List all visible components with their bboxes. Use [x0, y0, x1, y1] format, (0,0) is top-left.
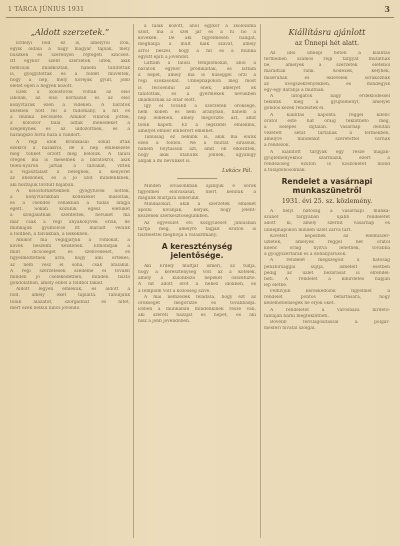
column-3	[264, 24, 390, 540]
text-line: A kolostorkertekben gyógyfüvek nőttek,	[16, 188, 130, 194]
text-line: kellemetlenségek ne érjék őket.	[264, 301, 335, 307]
text-line: tekintik meg a gyűjteményt, amelyet	[264, 100, 390, 106]
article-paragraph	[10, 189, 130, 238]
text-line: örökséget megőrizze és továbbadja.	[138, 300, 256, 306]
article-paragraph	[264, 150, 390, 175]
text-line: vezetett sétát tartanak a termekben,	[264, 131, 390, 137]
column-divider	[133, 24, 134, 538]
text-line: amely a különböző népeket összefűzte.	[138, 276, 256, 282]
text-line: meghallja a múlt halk szavát, amely	[138, 42, 256, 48]
text-line: hisz a jobb jövendőben.	[138, 319, 191, 325]
text-line: a földben, a falvakban, a lelkekben.	[10, 231, 89, 237]
text-line: A helyi hatóság a vasárnapi munka-	[270, 209, 390, 215]
article-title: Kiállításra ajánlott	[288, 27, 366, 37]
text-line: A régi szerzetesek szelleme él tovább	[10, 268, 130, 274]
article-paragraph	[138, 221, 256, 239]
article-paragraph	[264, 320, 390, 332]
text-line: télen-nyáron járták a falvakat, vitték	[10, 164, 130, 170]
text-line: A rendelet megszegőit a hatóság	[270, 258, 390, 264]
text-line: ezen a földön. Ne a múltat sirassuk,	[138, 140, 256, 146]
text-line: gyűjteményekből származik, ezért a	[264, 155, 390, 161]
text-line: tanítottak, és a gyermekek nevükben	[138, 91, 256, 97]
text-line: Tanulság ez nekünk is, akik ma élünk	[144, 134, 256, 140]
text-line: munkájuk gyümölcse itt maradt velünk	[10, 225, 130, 231]
text-line: Láttam a falusi templomokat, ahol a	[144, 60, 256, 66]
text-line: öregek ma is mesélnek a barátokról, akik	[10, 157, 130, 163]
text-line: maradtak ránk. Kódexek, kelyhek,	[264, 69, 390, 75]
text-line: nem kőben és nem aranyban, hanem a	[138, 110, 256, 116]
article-paragraph	[10, 41, 130, 90]
text-line: a könyvtárakban kódexeket másoltak,	[10, 194, 130, 200]
article-paragraph	[264, 113, 390, 150]
text-line: A régi idők krónikásai sokat írtak	[16, 139, 130, 145]
text-line: iskolák, az első kórházak és az első	[10, 96, 130, 102]
text-line: kezzenek szerkesztőségünkben.	[138, 214, 210, 220]
text-line: együtt építi a jövendőt.	[138, 54, 190, 60]
text-line: tisztelettel meghívja a választmány.	[138, 232, 218, 238]
article-title: „Aldott szerzetek.”	[30, 27, 110, 37]
text-line: amelyet ember emberért emelhet.	[138, 128, 215, 134]
text-line: miseruhák és oklevelek sorakoznak	[264, 75, 390, 81]
text-line: Az idei ünnepi héten a kiállítás	[270, 51, 390, 56]
text-line: szólt, ma a szél jár és a fű nő a	[138, 30, 256, 36]
text-line: Bővebb felvilágosítással a polgár-	[270, 319, 390, 325]
text-line: aki szereti hazáját és népét, és aki	[138, 313, 256, 319]
text-line: rendezőség ezúton is köszönetet mond	[264, 161, 390, 167]
text-line: az üvegszekrényekben, és mindegyik	[264, 81, 390, 87]
text-line: a belépés díjtalan. Vasárnap délután	[264, 124, 390, 130]
text-line: A rendeletet a városháza hirdető-	[270, 307, 390, 313]
text-line: hogy a nép, mely köréjük gyűlt, jobb	[10, 77, 130, 83]
text-line: a rendezők.	[264, 143, 290, 149]
text-line: tőlük alázatot, szorgalmat és hitet,	[10, 299, 130, 305]
text-line: figyelmeztetnek arra, hogy ami értékes,	[10, 256, 130, 262]
text-line: áldják a mi nevünket is.	[138, 159, 191, 165]
text-line: a gyógyszertárak és a dohányárusok.	[264, 252, 347, 258]
text-line: magunk múltjára ismerünk.	[138, 195, 200, 201]
text-line: szegénynek és az üldözöttnek, és a	[10, 127, 130, 133]
article-paragraph	[264, 51, 390, 94]
text-line: egy-egy darabja a múltnak.	[264, 87, 325, 93]
text-line: Ezek a kolostorok voltak az első	[16, 90, 130, 96]
text-line: Így él tovább a szerzetek öröksége,	[144, 104, 256, 110]
text-line: ápolni kívánják, kérjük, hogy jelent-	[138, 208, 256, 214]
text-line: Áldott legyen emlékük, és áldott a	[16, 287, 130, 293]
text-line: a falak között, ahol egykor a zsolozsma	[144, 24, 256, 29]
section-separator	[177, 178, 217, 179]
text-line: büszkén és szerényen rejtegeti kincseit.	[10, 53, 130, 59]
text-line: Aki Erdély múltját ismeri, az tudja,	[144, 264, 256, 269]
article-paragraph	[138, 184, 256, 202]
text-line: barátok egykor prédikáltak, és láttam	[138, 67, 256, 73]
article-paragraph	[138, 202, 256, 220]
text-line: hogy akik utánunk jönnek, ugyanígy	[138, 153, 256, 159]
article-subtitle: 1931. évi 25. sz. közlemény.	[281, 197, 373, 206]
text-line: amelyre mindenkit szeretettel várnak	[264, 137, 390, 143]
author-signature: Lukács Pál.	[222, 167, 252, 174]
text-line: Kivételt képeznek az élelmiszer-	[270, 233, 390, 239]
text-line: tábláján bárki megtekintheti.	[264, 313, 329, 319]
article-paragraph	[264, 308, 390, 320]
text-line: nemcsak imádkoztak, hanem tanítottak	[10, 65, 130, 71]
text-line: termeiben számos régi tárgyat mutatnak	[264, 57, 390, 63]
page-header	[0, 0, 400, 22]
text-line: be, amelyek a szerzetek életéből	[264, 63, 390, 69]
text-line: Ebben a munkában mindenkinek része van,	[138, 307, 256, 313]
text-line: az nem vész el soha, csak átalakul.	[10, 262, 130, 268]
text-line: mert ezek nélkül nincs jövendő.	[10, 305, 81, 311]
article-title: A kereszténység jelentősége.	[161, 242, 233, 260]
column-2	[138, 24, 256, 540]
header-date: 1 TÁRCA JÚNIUS 1931	[8, 6, 85, 13]
text-line: hanem folytassuk azt, amit ők elkezdtek,	[138, 147, 256, 153]
text-line: lép életbe.	[264, 283, 288, 288]
article-paragraph	[138, 135, 256, 166]
text-line: Minden olvasónknak ajánljuk e sorok	[144, 183, 256, 189]
article-paragraph	[264, 258, 390, 289]
article-paragraph	[264, 94, 390, 112]
text-line: tőlük kapott. Ez a legszebb emlékmű,	[138, 122, 256, 128]
text-line: égett. Sokan közülük egész életüket	[10, 207, 130, 213]
text-line: üzletek, amelyek reggel hét órától	[264, 239, 390, 245]
text-line: adott ki, amely szerint vasárnap és	[264, 221, 390, 227]
text-line: Itt egykor szent szerzetek ültek, akik	[10, 59, 130, 65]
text-line: figyelmes elolvasását, mert bennük a	[138, 189, 256, 195]
text-line: a vigasztalást a betegnek, a kenyeret	[10, 170, 130, 176]
article-paragraph	[138, 264, 256, 295]
article-paragraph	[138, 104, 256, 135]
article-paragraph	[138, 61, 256, 104]
text-line: A kiállított tárgyak egy része magán-	[270, 149, 390, 155]
text-line: mesteri hivatal szolgál.	[264, 326, 316, 332]
article-paragraph	[138, 24, 256, 61]
text-line: pénzbírsággal sújtja, ismételt esetben	[264, 264, 390, 270]
text-line: aki hozzájuk fordult bajában.	[10, 182, 75, 188]
text-line: arról beszél, hogy a hit és a munka	[138, 48, 256, 54]
text-line: is, gyógyítottak és a földet művelték,	[10, 71, 130, 77]
text-line: kezében nőtt fel a tudomány, a hit és	[10, 108, 130, 114]
text-line: A mai nemzedék feladata, hogy ezt az	[144, 294, 256, 300]
article-paragraph	[138, 295, 256, 326]
text-line: imádkoznak az oltár előtt.	[138, 97, 196, 103]
text-line: is felcsendül az ének, amelyet ők	[138, 85, 256, 91]
text-line: A kiállítás naponta reggel kilenc	[270, 112, 390, 118]
text-line: nép lelkében, amely megőrizte azt, amit	[138, 116, 256, 122]
text-line: már csak a régi anyakönyvek őrzik, de	[10, 219, 130, 225]
text-line: gondolatban, amely ebből a földből fakad.	[10, 281, 104, 287]
article-subtitle: az Ünnepi hét alatt.	[294, 39, 360, 47]
text-line: ezekről a házakról, de a nép emlékezete	[10, 145, 130, 151]
text-line: A látogatók nagy érdeklődéssel	[270, 94, 390, 100]
text-line: pedig az üzlet bezárását is elrendel-	[264, 270, 390, 276]
text-line: heti. A rendelet a kihirdetés napján	[264, 276, 390, 282]
text-line: kilenc óráig nyitva lehetnek, továbbá	[264, 246, 390, 252]
text-line: még többet őrzött meg belőlük. A falusi	[10, 151, 130, 157]
article-paragraph	[264, 289, 390, 307]
text-line: Erdélyi föld ez is, amelyről írok,	[16, 41, 130, 46]
text-line: könyvtárak ezen a vidéken. A barátok	[10, 102, 130, 108]
text-line: a népet, amely ma is hűséggel őrzi a	[138, 73, 256, 79]
text-line: és a csendes cellákban a tudás lángja	[10, 201, 130, 207]
text-line: A hit adott erőt a nehéz időkben, és	[138, 282, 256, 288]
text-line: Amikor ma végigjárjuk a romokat, a	[16, 238, 130, 243]
text-line: az éhezőnek, és a jó szót mindenkinek,	[10, 176, 130, 182]
text-line: szünet tárgyában újabb rendeletet	[264, 215, 390, 221]
text-line: gondos kezek rendeztek el.	[264, 106, 325, 112]
text-line: a templom volt a közösség szíve.	[138, 288, 211, 294]
article-paragraph	[10, 140, 130, 189]
column-divider	[260, 24, 261, 538]
article-paragraph	[10, 90, 130, 139]
page-number: 3	[384, 4, 390, 14]
article-paragraph	[264, 234, 390, 259]
text-line: kövek beszélni kezdenek. Elmondják a	[10, 244, 130, 250]
text-line: a kolostor falai adtak menedéket a	[10, 121, 130, 127]
text-line: a tulajdonosoknak.	[264, 167, 306, 173]
text-line: Az egyesület évi közgyűlését júniusban	[144, 220, 256, 226]
article-paragraph	[264, 209, 390, 234]
text-line: rendelet pontos betartására, hogy	[264, 295, 390, 301]
text-line: életet éljen a hegyek között.	[10, 84, 73, 90]
article-paragraph	[10, 287, 130, 312]
header-rule	[6, 17, 394, 18]
text-line: régi szokásokat. Ünnepnapokon még most	[138, 79, 256, 85]
text-line: harangszó hívta haza a vándort.	[10, 133, 82, 139]
column-1	[10, 24, 130, 540]
text-line: hogy a kereszténység volt az a kötelék,	[138, 270, 256, 276]
text-line: Felhívjuk kereskedőink figyelmét a	[270, 289, 390, 295]
text-line: egyik oldala a nagy magyar tájnak, mely	[10, 47, 130, 53]
text-line: múlt dicsőségét és szenvedését, és	[10, 250, 130, 256]
text-line: a munka becsülete. Amikor viharok jöttek,	[10, 114, 130, 120]
text-line: tartja meg, amelyre tagjait ezúton is	[138, 226, 256, 232]
text-line: köveken. De aki figyelmesen hallgat,	[138, 36, 256, 42]
article-paragraph	[10, 238, 130, 287]
text-line: minden jó cselekedetben, minden tiszta	[10, 274, 130, 280]
article-title: Rendelet a vasárnapi munkaszünetről	[281, 177, 373, 196]
text-line: a szolgálatnak szentelték, nevüket ma	[10, 213, 130, 219]
text-line: ünnepnapokon minden üzlet zárva tart.	[264, 227, 352, 233]
text-line: órától este hat óráig tekinthető meg,	[264, 118, 390, 124]
text-line: Mindazokat, akik a szerzetek emlékét	[144, 202, 256, 208]
text-line: föld, amely őket táplálta. Tanuljunk	[10, 293, 130, 299]
